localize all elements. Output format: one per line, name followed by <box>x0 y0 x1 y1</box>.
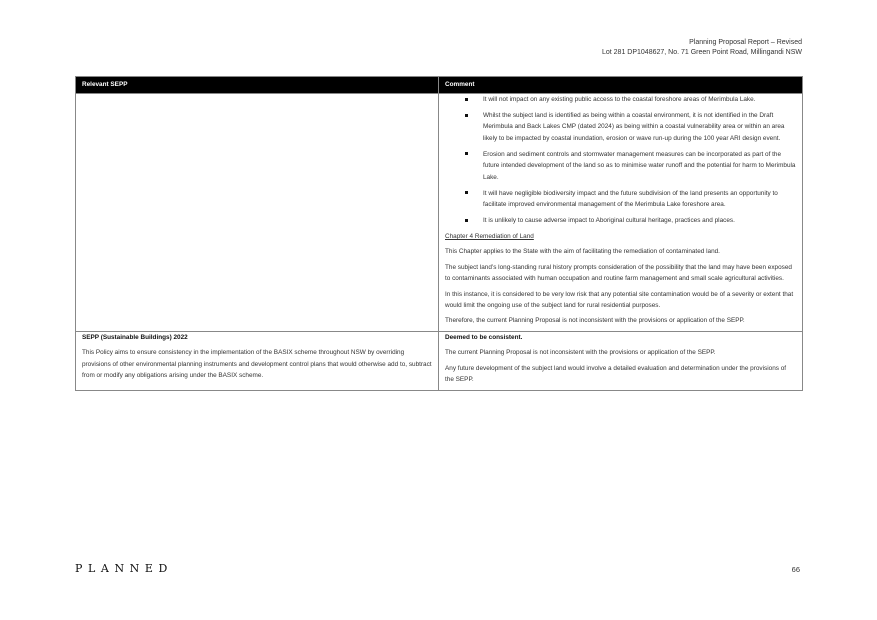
page-header <box>602 38 802 58</box>
table-header-row <box>76 77 803 94</box>
list-item: It will have negligible biodiversity impact and the future subdivision of the land presents an opportunity to facilitate improved environmental management of the Merimbula Lake foreshore area. <box>445 188 796 211</box>
planned-logo: PLANNED <box>75 562 173 575</box>
column-header-relevant-sepp: Relevant SEPP <box>76 77 439 94</box>
paragraph: The current Planning Proposal is not inconsistent with the provisions or application of the SEPP. <box>445 349 716 357</box>
list-item: Whilst the subject land is identified as being within a coastal environment, it is not identified in the Draft Merimbula and Back Lakes CMP (dated 2024) as being within a coastal vulnerability area or within an area likely to be impacted by coastal inundation, erosion or wave run-up during the 100 year ARI design event. <box>445 110 796 144</box>
bullet-icon <box>465 114 468 117</box>
paragraph: Any future development of the subject land would involve a detailed evaluation and determination under the provisions of the SEPP. <box>445 364 787 384</box>
chapter-heading: Chapter 4 Remediation of Land <box>445 233 534 241</box>
header-title: Planning Proposal Report – Revised <box>689 39 802 46</box>
header-address: Lot 281 DP1048627, No. 71 Green Point Road, Millingandi NSW <box>601 49 802 56</box>
paragraph: The subject land’s long-standing rural history prompts consideration of the possibility that the land may have been exposed to contaminants associated with human occupation and routine farm management and small scale agricultural activities. <box>445 263 792 283</box>
list-item: Erosion and sediment controls and stormwater management measures can be incorporated as part of the future intended development of the land so as to minimise water runoff and the potential for harm to Merimbula Lake. <box>445 149 796 183</box>
list-item: It is unlikely to cause adverse impact to Aboriginal cultural heritage, practices and places. <box>445 215 796 226</box>
table-row <box>76 331 803 390</box>
sepp-description: This Policy aims to ensure consistency in the implementation of the BASIX scheme throughout NSW by overriding provisions of other environmental planning instruments and development control plans that would otherwise add to, subtract from or modify any obligations arising under the BASIX scheme. <box>82 349 432 380</box>
table-row <box>76 94 803 332</box>
column-header-comment: Comment <box>439 77 803 94</box>
paragraph: Therefore, the current Planning Proposal is not inconsistent with the provisions or application of the SEPP. <box>445 317 745 325</box>
paragraph: In this instance, it is considered to be very low risk that any potential site contamination would be of a severity or extent that would limit the ongoing use of the subject land for rural residential purposes. <box>445 290 794 310</box>
page-number: 66 <box>791 565 800 574</box>
comment-cell <box>439 94 803 332</box>
bullet-icon <box>465 152 468 155</box>
sepp-title: SEPP (Sustainable Buildings) 2022 <box>82 333 188 341</box>
comment-cell <box>439 331 803 390</box>
bullet-icon <box>465 98 468 101</box>
list-item: It will not impact on any existing public access to the coastal foreshore areas of Merimbula Lake. <box>445 94 796 105</box>
sepp-table <box>75 76 803 391</box>
sepp-cell <box>76 331 439 390</box>
bullet-list <box>445 94 796 226</box>
bullet-icon <box>465 219 468 222</box>
paragraph: This Chapter applies to the State with the aim of facilitating the remediation of contaminated land. <box>445 248 720 256</box>
bullet-icon <box>465 191 468 194</box>
verdict: Deemed to be consistent. <box>445 333 523 341</box>
sepp-cell-empty <box>76 94 439 332</box>
